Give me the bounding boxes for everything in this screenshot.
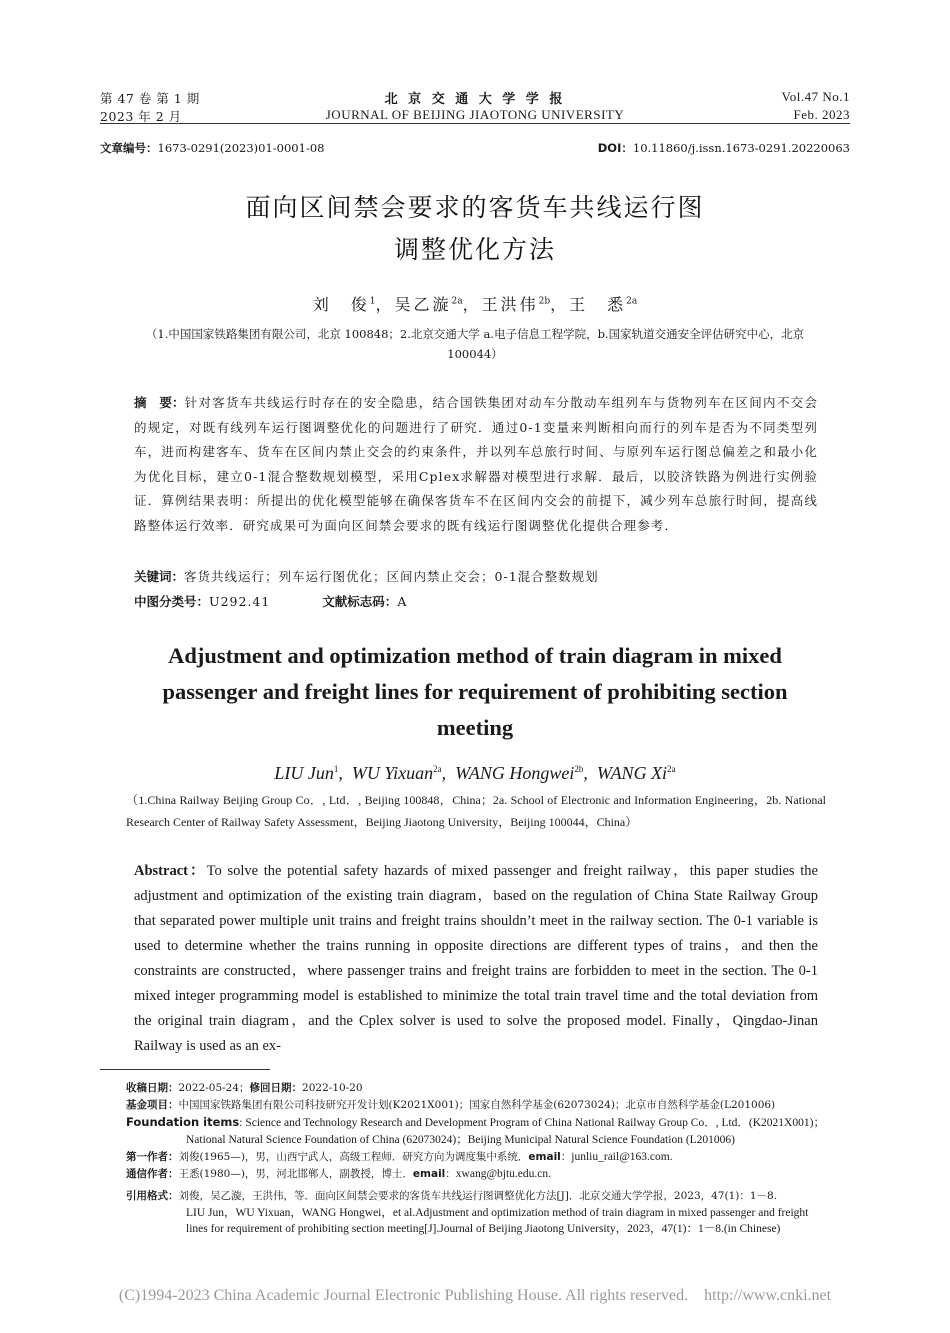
first-author: 第一作者：刘俊(1965—)，男，山西宁武人，高级工程师．研究方向为调度集中系统．email：junliu_rail@163.com. [126,1151,673,1163]
volume-issue-en: Vol.47 No.1 [781,89,850,104]
article-number-value: 1673-0291(2023)01-0001-08 [157,141,325,155]
volume-issue-cn: 第 47 卷 第 1 期 [100,91,200,106]
title-cn-line2: 调整优化方法 [393,235,556,264]
revised-date: 2022-10-20 [302,1082,363,1094]
date-en: Feb. 2023 [793,107,850,122]
fund-en-cont: National Natural Science Foundation of China (62073024)；Beijing Municipal Natural Science Foundation (L201006) [186,1134,736,1146]
keywords-cn-text: 客货共线运行；列车运行图优化；区间内禁止交会；0-1混合整数规划 [184,569,599,584]
footnote-rule [100,1069,270,1070]
article-number-label: 文章编号 [100,141,146,155]
citation: 引用格式：刘俊，吴乙漩，王洪伟，等．面向区间禁会要求的客货车共线运行图调整优化方法[J]．北京交通大学学报，2023，47(1)：1－8. LIU Jun，WU Yixuan，WANG Hongwei，et al.Adjustment and optimization method of train diagram in mixed passenger and freight lines for requirement of prohibiting section meeting[J].Journal of Beijing Jiaotong University，2023，47(1)：1－8.(in Chinese) [126,1188,852,1238]
clc-value: U292.41 [209,594,271,609]
title-en-line2: passenger and freight lines for requirement of prohibiting section [162,679,788,704]
doc-code-label: 文献标志码 [322,594,385,609]
abstract-en: Abstract：To solve the potential safety hazards of mixed passenger and freight railway，this paper studies the adjustment and optimization of the existing train diagram，based on the regulation of China State Railway Group that separated power multiple unit trains and freight trains shouldn’t meet in the railway section. The 0-1 variable is used to determine whether the trains running in opposite directions are different types of trains，and then the constraints are constructed，where passenger trains and freight trains are forbidden to meet in the section. The 0-1 mixed integer programming model is established to minimize the total train travel time and the total deviation from the original train diagram，and the Cplex solver is used to solve the proposed model. Finally，Qingdao-Jinan Railway is used as an ex- [134,863,818,1054]
author-en-1: LIU Jun [274,763,334,783]
journal-name-en: JOURNAL OF BEIJING JIAOTONG UNIVERSITY [325,107,625,122]
author-cn-1: 刘 俊 [312,295,370,314]
author-en-3: WANG Hongwei [455,763,575,783]
title-en-line3: meeting [436,715,514,740]
affiliation-cn: （1.中国国家铁路集团有限公司，北京 100848；2.北京交通大学 a.电子信息工程学院，b.国家轨道交通安全评估研究中心，北京 100044） [145,327,805,361]
abstract-cn-label: 摘 要 [134,395,173,410]
citation-cn: 刘俊，吴乙漩，王洪伟，等．面向区间禁会要求的客货车共线运行图调整优化方法[J]．北京交通大学学报，2023，47(1)：1－8. [178,1190,778,1202]
copyright-notice: (C)1994-2023 China Academic Journal Electronic Publishing House. All rights reserved. http://www.cnki.net [118,1287,832,1304]
journal-name-cn: 北 京 交 通 大 学 学 报 [384,92,566,107]
abstract-cn: 摘 要：针对客货车共线运行时存在的安全隐患，结合国铁集团对动车分散动车组列车与货物列车在区间内不交会的规定，对既有线列车运行图调整优化的问题进行了研究．通过0-1变量来判断相向而行的列车是否为不同类型列车，进而构建客车、货车在区间内禁止交会的约束条件，并以列车总旅行时间、与原列车运行图总偏差之和最小化为优化目标，建立0-1混合整数规划模型，采用Cplex求解器对模型进行求解．最后，以胶济铁路为例进行实例验证．算例结果表明：所提出的优化模型能够在确保客货车不在区间内交会的前提下，减少列车总旅行时间，提高线路整体运行效率．研究成果可为面向区间禁会要求的既有线运行图调整优化提供合理参考． [134,395,818,533]
doi: DOI：10.11860/j.issn.1673-0291.20220063 [597,141,850,155]
abstract-en-label: Abstract [134,863,188,879]
title-en [110,638,840,746]
affiliation-en: （1.China Railway Beijing Group Co．, Ltd．, Beijing 100848，China；2a. School of Electronic and Information Engineering，2b. National Research Center of Railway Safety Assessment，Beijing Jiaotong University，Beijing 100044，China） [126,793,826,829]
author-cn-3: 王洪伟 [481,295,539,314]
author-cn-4: 王 悉 [569,295,627,314]
first-author-email: junliu_rail@163.com. [571,1151,673,1163]
fund-en: Foundation items: Science and Technology Research and Development Program of China National Railway Group Co．, Ltd．(K2021X001)； [126,1115,825,1129]
citation-en-line2: lines for requirement of prohibiting section meeting[J].Journal of Beijing Jiaotong University，2023，47(1)：1－8.(in Chinese) [186,1223,781,1235]
clc-label: 中图分类号 [134,594,197,609]
date-cn: 2023 年 2 月 [100,109,182,124]
authors-en: LIU Jun$^1$, WU Yixuan$^{2a}$, WANG Hongwei$^{2b}$, WANG $Xi^{2a}$ [274,763,676,783]
keywords-cn-label: 关键词 [134,569,172,584]
doi-value: 10.11860/j.issn.1673-0291.20220063 [632,141,850,155]
keywords-cn: 关键词：客货共线运行；列车运行图优化；区间内禁止交会；0-1混合整数规划 [134,569,599,584]
doi-label: DOI [597,141,622,155]
corresponding-author-email: xwang@bjtu.edu.cn. [455,1168,552,1180]
title-cn-line1: 面向区间禁会要求的客货车共线运行图 [245,193,705,222]
fund-cn: 基金项目：中国国家铁路集团有限公司科技研究开发计划(K2021X001)；国家自然科学基金(62073024)；北京市自然科学基金(L201006) [126,1099,776,1111]
author-en-2: WU Yixuan [351,763,434,783]
citation-en-line1: LIU Jun，WU Yixuan，WANG Hongwei，et al.Adjustment and optimization method of train diagram in mixed passenger and freight [186,1206,809,1219]
author-cn-2: 吴乙漩 [394,295,452,314]
footnotes [126,1080,852,1183]
corresponding-author: 通信作者：王悉(1980—)，男，河北邯郸人，副教授，博士．email：xwang@bjtu.edu.cn. [126,1168,552,1180]
author-en-4: WANG Xi [596,763,668,783]
article-number: 文章编号：1673-0291(2023)01-0001-08 [100,141,325,155]
header-rule [100,123,850,124]
abstract-cn-text: 针对客货车共线运行时存在的安全隐患，结合国铁集团对动车分散动车组列车与货物列车在区间内不交会的规定，对既有线列车运行图调整优化的问题进行了研究．通过0-1变量来判断相向而行的列车是否为不同类型列车，进而构建客车、货车在区间内禁止交会的约束条件，并以列车总旅行时间、与原列车运行图总偏差之和最小化为优化目标，建立0-1混合整数规划模型，采用Cplex求解器对模型进行求解．最后，以胶济铁路为例进行实例验证．算例结果表明：所提出的优化模型能够在确保客货车不在区间内交会的前提下，减少列车总旅行时间，提高线路整体运行效率．研究成果可为面向区间禁会要求的既有线运行图调整优化提供合理参考． [134,395,818,533]
abstract-en-text: To solve the potential safety hazards of mixed passenger and freight railway，this paper studies the adjustment and optimization of the existing train diagram，based on the regulation of China State Railway Group that separated power multiple unit trains and freight trains shouldn’t meet in the railway section. The 0-1 variable is used to determine whether the trains running in opposite directions are different types of trains，and then the constraints are constructed，where passenger trains and freight trains are forbidden to meet in the section. The 0-1 mixed integer programming model is established to minimize the total train travel time and the total deviation from the original train diagram，and the Cplex solver is used to solve the proposed model. Finally，Qingdao-Jinan Railway is used as an ex- [134,863,818,1054]
authors-cn: 刘 俊$^1$，吴乙漩$^{2a}$，王洪伟$^{2b}$，王 悉$^{2a}$ [312,295,638,314]
received-date: 2022-05-24 [178,1082,240,1094]
title-en-line1: Adjustment and optimization method of train diagram in mixed [168,643,782,668]
classification: 中图分类号：U292.41 文献标志码：A [134,594,408,609]
doc-code-value: A [397,594,408,609]
received-dates: 收稿日期：2022-05-24；修回日期：2022-10-20 [126,1082,363,1094]
citation-label: 引用格式 [126,1190,168,1202]
